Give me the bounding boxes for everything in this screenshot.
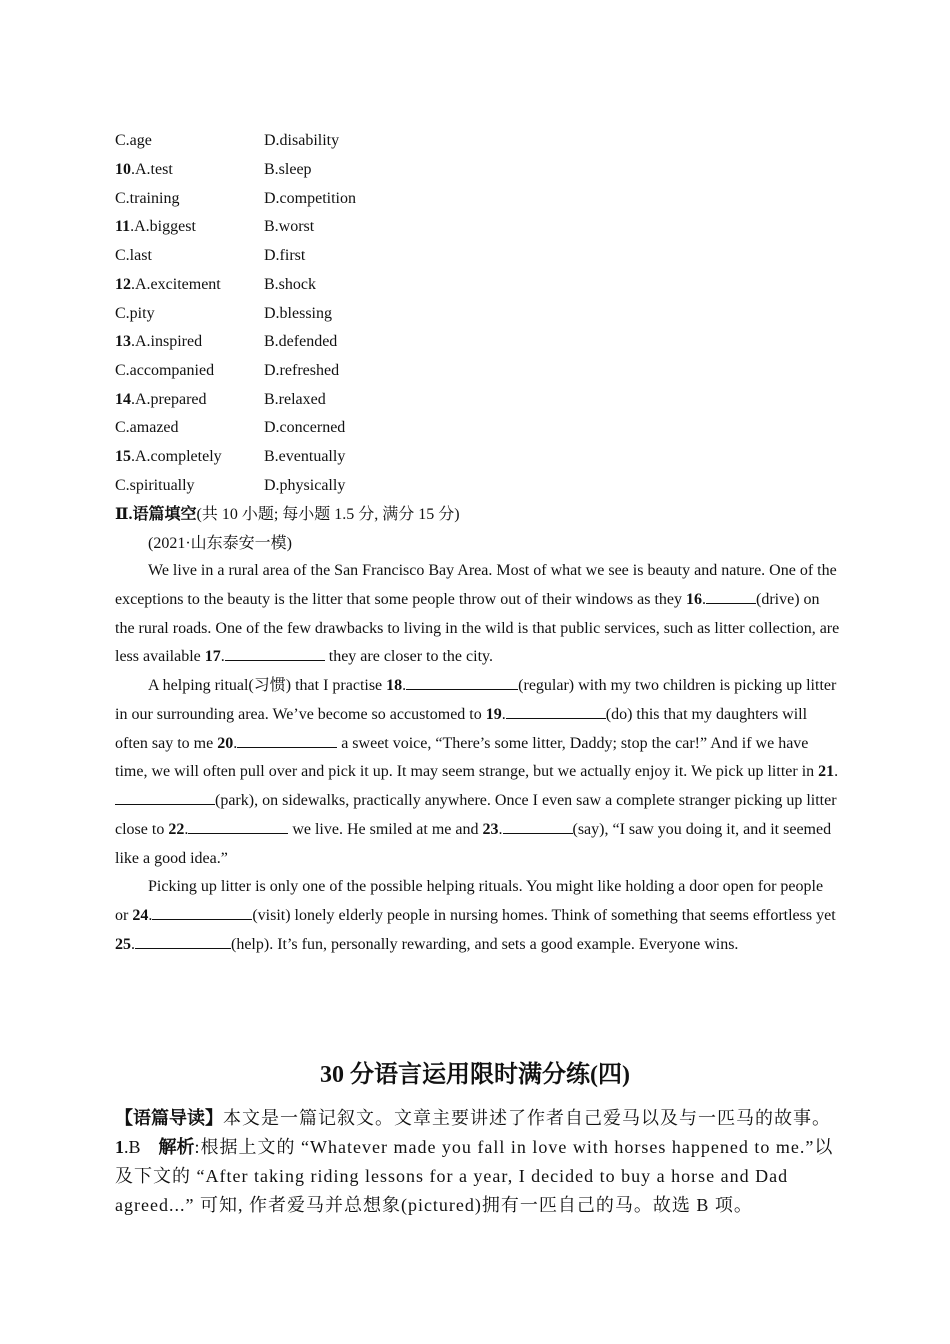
option-11d: D.first [264, 247, 306, 264]
passage-paragraph-2: A helping ritual(习惯) that I practise 18. (regular) with my two children is picking up litter in our surrounding area. We’ve become so accustomed to 19. (do) this that my daughters will often say to me 20. a sweet voice, “There’s some litter, Daddy; stop the car!” And if we have time, we will often pull over and pick it up. It may seem strange, but we actually enjoy it. We pick up litter in 21.(park), on sidewalks, practically anywhere. Once I even saw a complete stranger picking up litter close to 22. we live. He smiled at me and 23. (say), “I saw you doing it, and it seemed like a good idea.” [115, 677, 839, 867]
option-15b: B.eventually [264, 448, 346, 465]
section-title: Ⅱ.语篇填空 [115, 506, 197, 523]
answer-1-explanation: :根据上文的 “Whatever made you fall in love with horses happened to me.”以及下文的 “After taking riding lessons for a year, I decided to buy a horse and Dad agreed...” 可知, 作者爱马并总想象(pictured)拥有一匹自己的马。故选 B 项。 [115, 1137, 834, 1215]
option-12d: D.blessing [264, 305, 332, 322]
blank-16[interactable] [706, 589, 756, 604]
source-note: (2021·山东泰安一模) [148, 535, 292, 552]
option-10b: B.sleep [264, 161, 312, 178]
section-note: (共 10 小题; 每小题 1.5 分, 满分 15 分) [196, 506, 460, 523]
blank-20[interactable] [237, 733, 337, 748]
option-10c: C.training [115, 190, 180, 207]
blank-23[interactable] [503, 819, 573, 834]
option-13c: C.accompanied [115, 362, 215, 379]
blank-24[interactable] [152, 905, 252, 920]
blank-19[interactable] [506, 704, 606, 719]
guide-label: 【语篇导读】 [115, 1108, 223, 1128]
answer-1-num: 1 [115, 1137, 124, 1157]
option-13a: 13.A.inspired [115, 333, 203, 350]
option-14b: B.relaxed [264, 391, 326, 408]
option-11a: 11.A.biggest [115, 218, 196, 235]
option-14c: C.amazed [115, 419, 179, 436]
option-12c: C.pity [115, 305, 155, 322]
option-15c: C.spiritually [115, 477, 195, 494]
passage-paragraph-3: Picking up litter is only one of the possible helping rituals. You might like holding a door open for people or 24. (visit) lonely elderly people in nursing homes. Think of something that seems effortless yet 25. (help). It’s fun, personally rewarding, and sets a good example. Everyone wins. [115, 878, 836, 953]
blank-18[interactable] [406, 675, 518, 690]
option-11b: B.worst [264, 218, 315, 235]
option-11c: C.last [115, 247, 152, 264]
answer-1-choice: .B [124, 1137, 141, 1157]
blank-25[interactable] [135, 934, 231, 949]
option-13b: B.defended [264, 333, 338, 350]
blank-17[interactable] [225, 646, 325, 661]
blank-21[interactable] [115, 790, 215, 805]
option-13d: D.refreshed [264, 362, 340, 379]
option-12a: 12.A.excitement [115, 276, 221, 293]
analysis-label: 解析 [158, 1137, 195, 1157]
option-10a: 10.A.test [115, 161, 173, 178]
passage-paragraph-1: We live in a rural area of the San Francisco Bay Area. Most of what we see is beauty and nature. One of the exceptions to the beauty is the litter that some people throw out of their windows as they 16. (drive) on the rural roads. One of the few drawbacks to living in the wild is that public services, such as litter collection, are less available 17. they are closer to the city. [115, 562, 840, 666]
option-9c: C.age [115, 132, 152, 149]
answer-1 [115, 1133, 840, 1220]
answer-title: 30 分语言运用限时满分练(四) [320, 1062, 630, 1088]
blank-22[interactable] [188, 819, 288, 834]
reading-guide [115, 1104, 840, 1133]
option-9d: D.disability [264, 132, 340, 149]
option-14a: 14.A.prepared [115, 391, 207, 408]
option-15d: D.physically [264, 477, 346, 494]
option-15a: 15.A.completely [115, 448, 222, 465]
option-12b: B.shock [264, 276, 316, 293]
option-14d: D.concerned [264, 419, 346, 436]
section-heading [115, 505, 460, 525]
option-10d: D.competition [264, 190, 356, 207]
guide-text: 本文是一篇记叙文。文章主要讲述了作者自己爱马以及与一匹马的故事。 [223, 1108, 831, 1128]
